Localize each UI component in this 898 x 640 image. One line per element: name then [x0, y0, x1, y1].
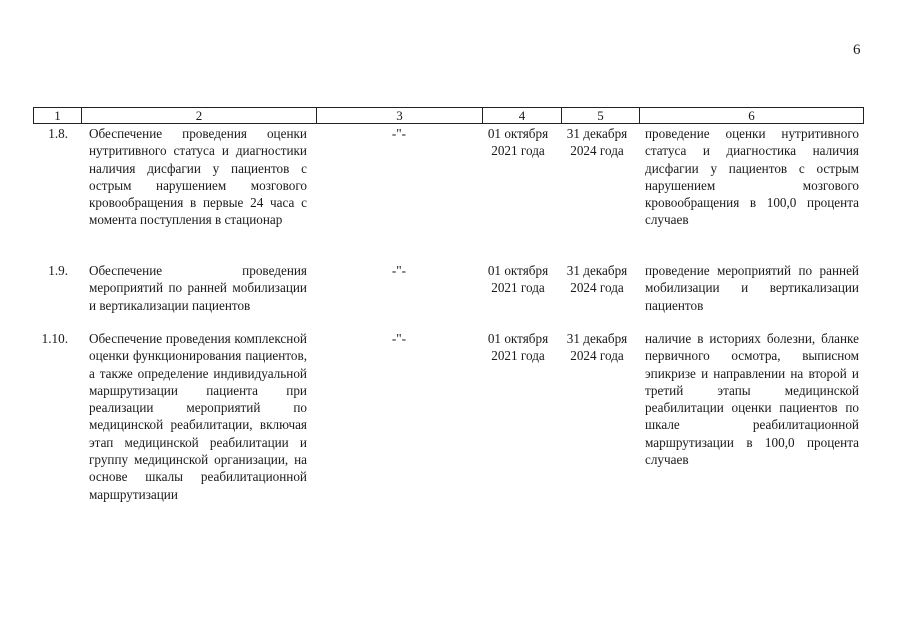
expected-result: наличие в историях болезни, бланке первичного осмотра, выписном эпикризе и направлении на второй и третий этапы медицинской реабилитации оценки пациентов по шкале реабилитационной маршрутизации в 100,0 процента случаев: [645, 331, 859, 468]
header-col-2: 2: [82, 108, 317, 123]
row-number: 1.10.: [41, 331, 68, 346]
header-col-6: 6: [748, 108, 755, 123]
start-date: 01 октября 2021 года: [487, 263, 549, 296]
executor: -"-: [391, 331, 407, 346]
header-col-5: 5: [562, 108, 640, 123]
executor: -"-: [391, 263, 407, 278]
start-date: 01 октября 2021 года: [487, 331, 549, 364]
executor: -"-: [391, 126, 407, 141]
row-number: 1.9.: [48, 263, 68, 278]
table-header: [33, 107, 864, 124]
expected-result: проведение оценки нутритивного статуса и диагностика наличия дисфагии у пациентов с острым нарушением мозгового кровообращения в 100,0 процента случаев: [645, 126, 859, 228]
expected-result: проведение мероприятий по ранней мобилизации и вертикализации пациентов: [645, 263, 859, 313]
end-date: 31 декабря 2024 года: [566, 263, 628, 296]
header-col-3: 3: [317, 108, 483, 123]
measure-text: Обеспечение проведения комплексной оценки функционирования пациентов, а также определение индивидуальной маршрутизации пациента при реализации мероприятий по медицинской реабилитации, включая этап медицинской реабилитации и группу медицинской организации, на основе шкалы реабилитационной маршрутизации: [89, 331, 307, 502]
start-date: 01 октября 2021 года: [487, 126, 549, 159]
page-number: 6: [853, 42, 861, 58]
measure-text: Обеспечение проведения мероприятий по ранней мобилизации и вертикализации пациентов: [89, 263, 307, 313]
header-col-4: 4: [483, 108, 562, 123]
row-number: 1.8.: [48, 126, 68, 141]
header-col-1: 1: [34, 108, 82, 123]
measure-text: Обеспечение проведения оценки нутритивного статуса и диагностики наличия дисфагии у пациентов с острым нарушением мозгового кровообращения в первые 24 часа с момента поступления в стационар: [89, 126, 307, 228]
end-date: 31 декабря 2024 года: [566, 331, 628, 364]
end-date: 31 декабря 2024 года: [566, 126, 628, 159]
